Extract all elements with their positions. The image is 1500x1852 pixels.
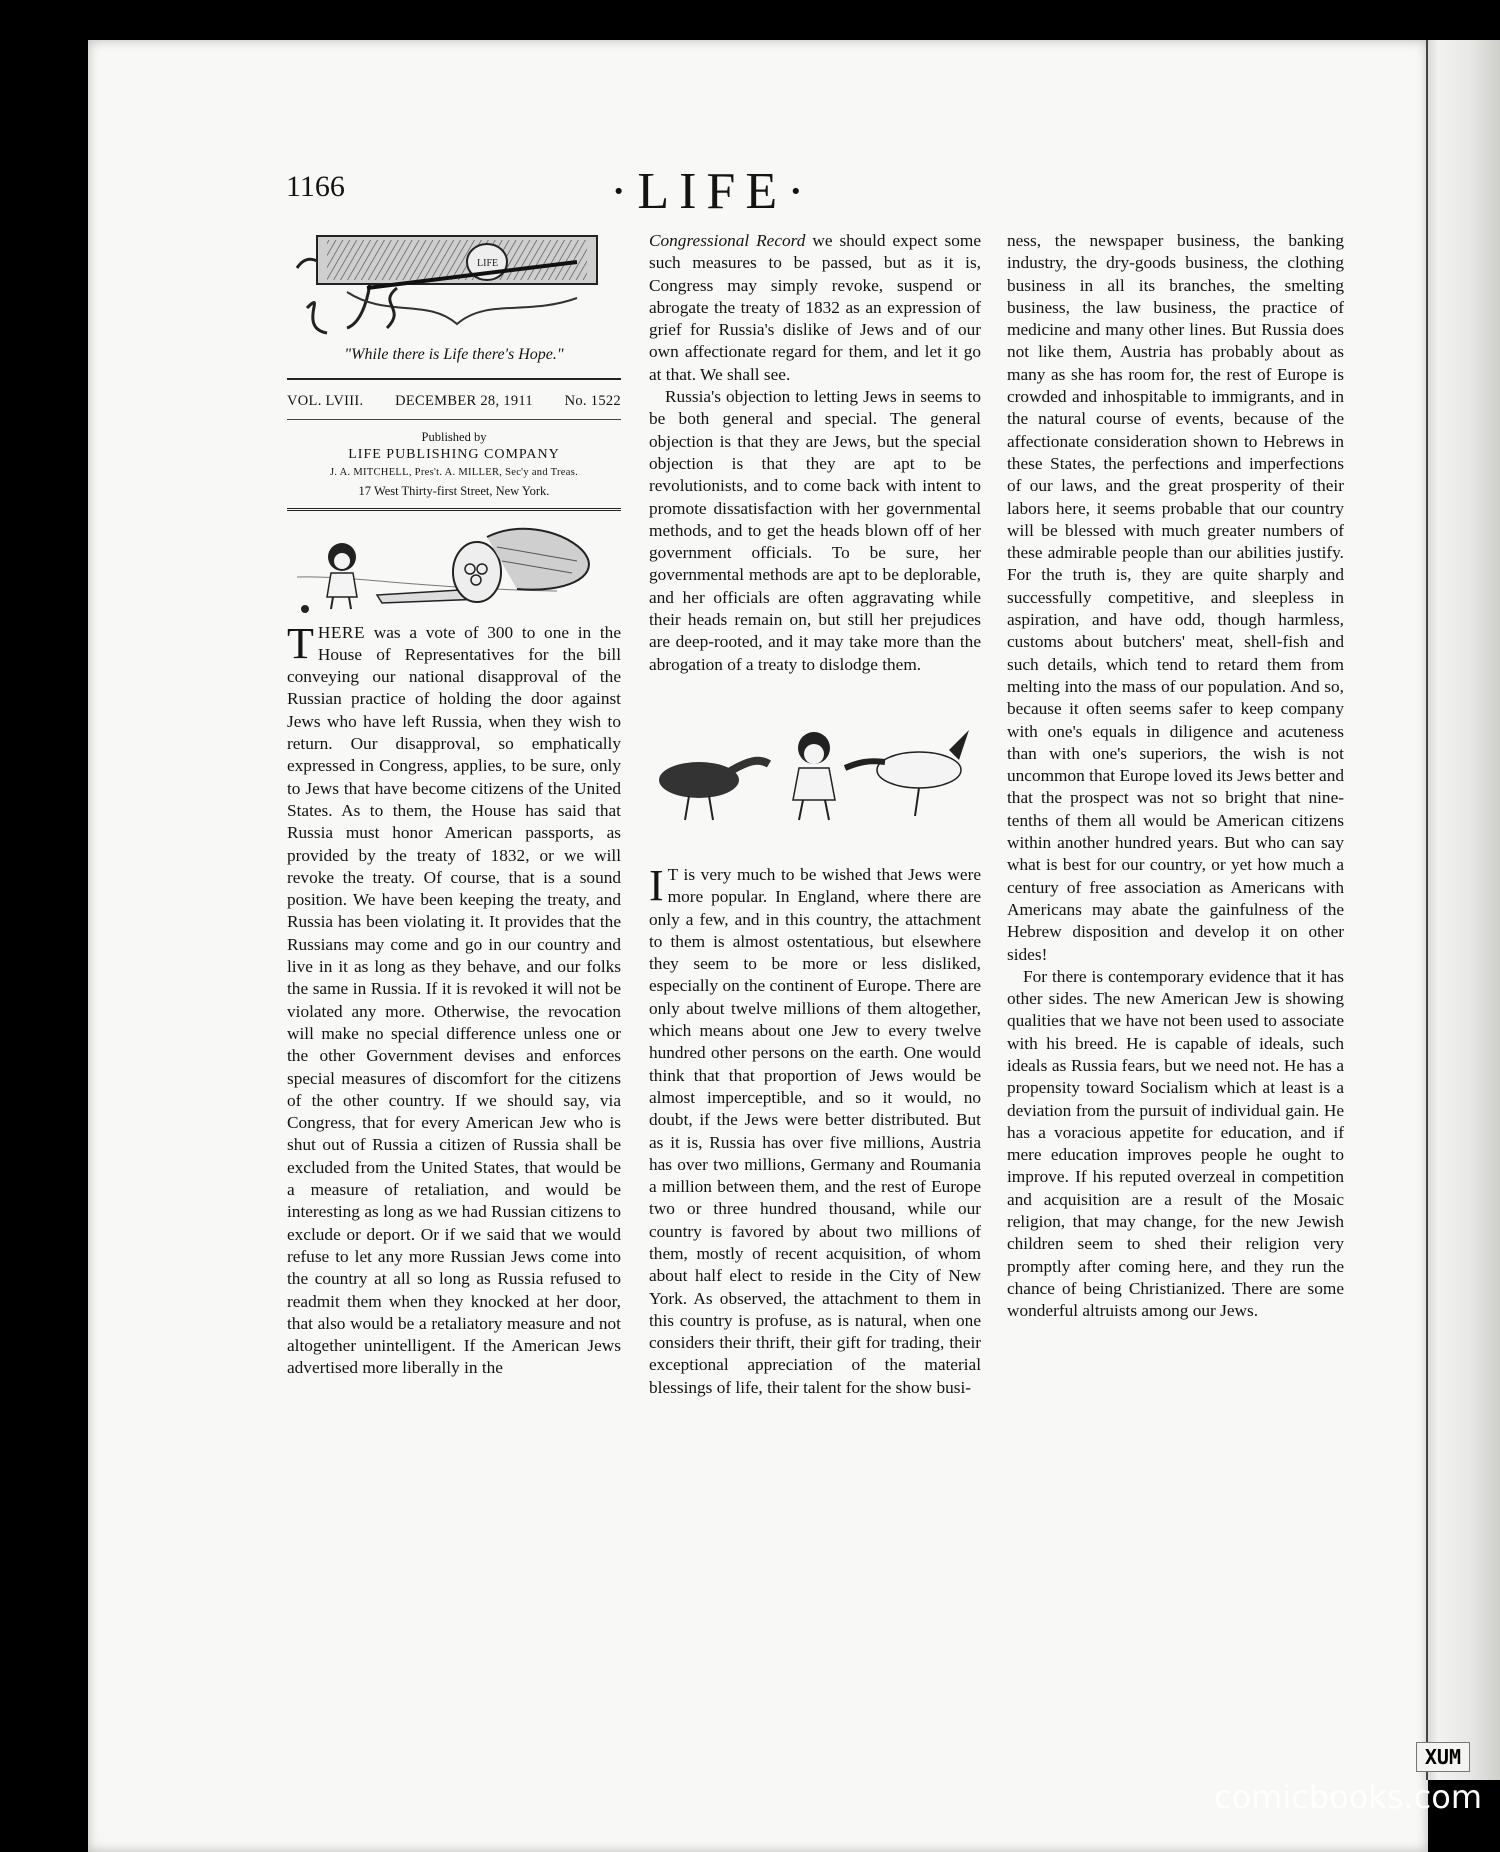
divider [287,508,621,511]
paragraph-text: we should expect some such measures to be passed, but as it is, Congress may simply revoke, suspend or abrogate the treaty of 1832 as an expression of grief for Russia's dislike of Jews and of our own affectionate regard for them, and let it go at that. We shall see. [649,231,981,384]
masthead-title: ·LIFE· [610,163,815,220]
publisher-address: 17 West Thirty-first Street, New York. [358,483,550,498]
volume-number: VOL. LVIII. [287,393,364,410]
lead-in: HERE [317,622,366,642]
article-paragraph [287,618,621,1380]
volume-line [287,390,621,412]
facing-page-edge [1428,40,1500,1780]
drop-cap: T [287,618,314,668]
article-paragraph [649,860,981,1399]
divider [287,378,621,380]
page-number: 1166 [286,170,345,203]
publisher-officers: J. A. MITCHELL, Pres't. A. MILLER, Sec'y and Treas. [329,466,579,478]
article-paragraph: Russia's objection to letting Jews in seems to be both general and special. The general objection is that they are Jews, but the special objection is that they are apt to be revolutionists, and to come back with intent to promote dissatisfaction with her governmental methods, and to get the heads blown off of her government officials. To be sure, her governmental methods are apt to be deplorable, and her officials are often aggravating while their heads remain on, but still her prejudices are deep-rooted, and it may take more than the abrogation of a treaty to dislodge them. [649,387,981,674]
issue-number: No. 1522 [564,393,621,410]
illustration-child-and-geese [649,720,981,840]
paragraph-text: T is very much to be wished that Jews were more popular. In England, where there are only a few, and in this country, the attachment to them is almost ostentatious, but elsewhere they seem to be more or less disliked, especially on the continent of Europe. There are only about twelve millions of them altogether, which means about one Jew to every twelve hundred other persons on the earth. One would think that that proportion of Jews would be almost imperceptible, and so it would, no doubt, if the Jews were better distributed. But as it is, Russia has over five millions, Austria has over two millions, Germany and Roumania a million between them, and the rest of Europe two or three hundred thousand, while our country is favored by about two millions of them, mostly of recent acquisition, of whom about half elect to reside in the City of New York. As observed, the attachment to them in this country is profuse, as is natural, when one considers their thrift, their gift for trading, their exceptional appreciation of the material blessings of life, their talent for the show busi- [649,864,981,1397]
article-paragraph: ness, the newspaper business, the banking industry, the dry-goods business, the clothing business in all its branches, the smelting business, the law business, the practice of medicine and many other lines. But Russia does not like them, Austria has probably about as many as she has room for, the rest of Europe is crowded and inhospitable to immigrants, and in the natural course of events, because of the affectionate consideration shown to Hebrews in these States, the perfections and imperfections of our laws, and the great prosperity of their labors here, it seems probable that our country will be blessed with much greater numbers of these admirable people than our abilities justify. For the truth is, they are quite sharply and successfully competitive, and sleepless in aspiration, and have odd, though harmless, customs about butchers' meat, shell-fish and such details, which tend to retard them from melting into the mass of our population. And so, because it often seems safer to keep company with one's equals in diligence and acuteness than with one's superiors, the wish is not uncommon that Europe loved its Jews better and that the prospect was not so bright that nine-tenths of them all would be American citizens within another hundred years. But who can say what is best for our country, or yet how much a century of free association as Americans with Americans may abate the gainfulness of the Hebrew disposition and develop it on other sides! [1007,231,1344,964]
column-1 [287,228,621,1380]
italic-title: Congressional Record [649,231,806,250]
column-3 [1007,230,1344,1323]
cartouche-illustration [287,228,621,338]
motto: "While there is Life there's Hope." [344,346,564,363]
column-2 [649,230,981,1399]
issue-date: DECEMBER 28, 1911 [395,393,533,410]
article-paragraph: For there is contemporary evidence that it has other sides. The new American Jew is showing qualities that we have not been used to associate with his breed. He is capable of ideals, such ideals as Russia fears, but we need not. He has a propensity toward Socialism which at least is a deviation from the pursuit of individual gain. He has a voracious appetite for education, and if mere education improves people he ought to improve. If his reputed overzeal in competition and acquisition are a result of the Mosaic religion, that may change, for the new Jewish children seem to shed their religion very promptly after coming here, and they run the chance of being Christianized. There are some wonderful altruists among our Jews. [1007,966,1344,1321]
divider [287,419,621,420]
paragraph-text: was a vote of 300 to one in the House of Representatives for the bill conveying our national disapproval of the Russian practice of holding the door against Jews who have left Russia, when they wish to return. Our disapproval, so emphatically expressed in Congress, applies, to be sure, only to Jews that have become citizens of the United States. As to them, the House has said that Russia must honor American passports, as provided by the treaty of 1832, or we will revoke the treaty. Of course, that is a sound position. We have been keeping the treaty, and Russia has been violating it. It provides that the Russians may come and go in our country and live in it as long as they behave, and our folks the same in Russia. If it is revoked it will not be violated any more. Otherwise, the revocation will make no special difference unless one or the other Government devises and enforces special measures of discomfort for the citizens of the other country. If we should say, via Congress, that for every American Jew who is shut out of Russia a citizen of Russia shall be excluded from the United States, that would be a measure of retaliation, and would be interesting as long as we had Russian citizens to exclude or deport. Or if we said that we would refuse to let any more Russian Jews come into the country at all so long as Russia refused to readmit them when they knocked at her door, that also would be a retaliatory measure and not altogether unintelligent. If the American Jews advertised more liberally in the [287,622,621,1378]
watermark: comicbooks.com [1213,1778,1482,1816]
published-by-label: Published by [421,429,487,444]
scan-stamp: XUM [1416,1742,1470,1772]
illustration-child-and-knight [287,517,621,622]
publisher-block [287,428,621,500]
svg-text:LIFE: LIFE [477,258,499,269]
article-paragraph [649,230,981,386]
drop-cap: I [649,860,664,910]
publisher-name: LIFE PUBLISHING COMPANY [348,446,560,462]
